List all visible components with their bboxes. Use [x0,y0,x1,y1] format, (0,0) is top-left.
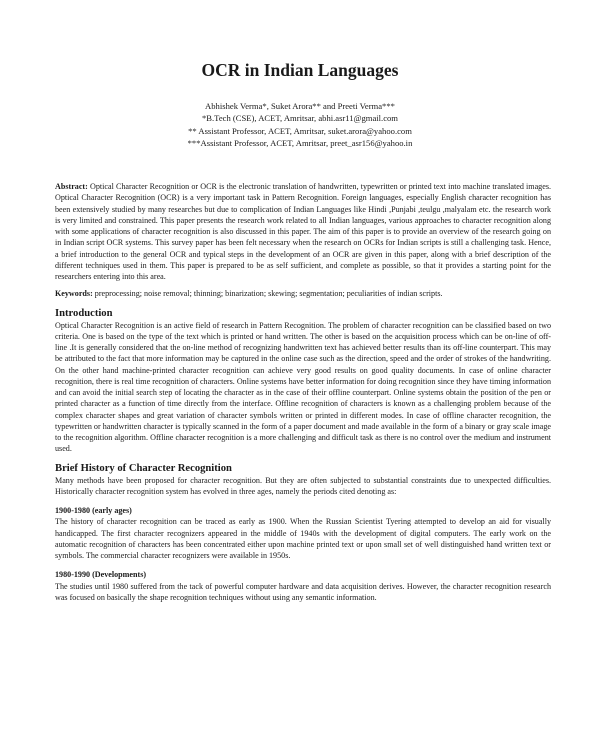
author-names: Abhishek Verma*, Suket Arora** and Preeti Verma*** [205,101,395,111]
period-1900-1980-text: The history of character recognition can be traced as early as 1900. When the Russian Scientist Tyering attempted to develop an aid for visually handicapped. The first character recognizers appeared in the middle of 1940s with the development of digital computers. The early work on the automatic recognition of characters has been concentrated either upon machine printed text or upon small set of well distinguished hand written text or symbols. The commercial character recognizers were available in 1950s. [55,517,551,560]
abstract-label: Abstract: [55,182,88,191]
period-1980-1990-text: The studies until 1980 suffered from the tack of powerful computer hardware and data acquisition derives. However, the character recognition research was focused on basically the shape recognition techniques without using any semantic information. [55,581,551,602]
abstract-text: Optical Character Recognition or OCR is the electronic translation of handwritten, typewritten or printed text into machine translated images. Optical Character Recognition (OCR) is a very important task in Pattern Recognition. Foreign languages, especially English character recognition has been extensively studied by many researches but due to complication of Indian Languages like Hindi ,Punjabi ,teulgu ,malyalam etc. the research work is very limited and constrained. This paper presents the research work related to all Indian languages, various approaches to character recognition along with some applications of character recognition is also discussed in this paper. The aim of this paper is to provide an overview of the research going on in Indian script OCR systems. This survey paper has been felt necessary when the research on OCRs for Indian scripts is still a challenging task. Hence, a brief introduction to the general OCR and typical steps in the development of an OCR are given in this paper, along with a brief description of the different techniques used in them. This paper is prepared to be as self sufficient, and complete as possible, so that it provides a starting point for the researchers entering into this area. [55,182,551,281]
introduction-text: Optical Character Recognition is an active field of research in Pattern Recognition. The problem of character recognition can be classified based on two criteria. One is based on the type of the text which is printed or hand written. The other is based on the acquisition process which can be on-line of off-line .It is generally considered that the on-line method of recognizing handwritten text has achieved better results than its off-line counterpart. This may be attributed to the fact that more information may be captured in the online case such as the direction, speed and the order of strokes of the handwriting. On the other hand machine-printed character recognition can achieve very good results on good quality documents. In case of online character recognition, there is real time recognition of characters. Online systems have better information for doing recognition since they have timing information and can avoid the initial search step of locating the character as in the case of their offline counterpart. Online systems obtain the position of the pen or printed character as a function of time directly from the interface. Offline recognition of characters is known as a challenging problem because of the complex character shapes and great variation of character symbols written or printed in different modes. In case of offline character recognition, the typewritten or handwritten character is typically scanned in the form of a paper document and made available in the form of a binary or gray scale image to the recognition algorithm. Offline character recognition is a more challenging and difficult task as there is no control over the medium and instrument used. [55,320,551,454]
subheading-1900-1980: 1900-1980 (early ages) [55,506,132,515]
author-affiliation-1: *B.Tech (CSE), ACET, Amritsar, abhi.asr11@gmail.com [202,113,398,124]
keywords-text: preprocessing; noise removal; thinning; binarization; skewing; segmentation; peculiarities of indian scripts. [94,289,443,299]
author-affiliation-2: ** Assistant Professor, ACET, Amritsar, suket.arora@yahoo.com [188,125,412,136]
section-heading-introduction: Introduction [55,307,113,319]
author-affiliation-3: ***Assistant Professor, ACET, Amritsar, preet_asr156@yahoo.in [187,138,413,149]
paper-title: OCR in Indian Languages [201,60,399,80]
keywords-label: Keywords: [55,289,93,299]
keywords-paragraph [55,288,551,299]
author-block [0,100,600,150]
history-intro-text: Many methods have been proposed for character recognition. But they are often subjected to substantial constraints due to unexpected difficulties. Historically character recognition system has evolved in three ages, namely the periods cited denoting as: [55,475,551,496]
subheading-1980-1990: 1980-1990 (Developments) [55,570,147,580]
abstract-paragraph [55,181,551,282]
section-heading-history: Brief History of Character Recognition [55,462,232,474]
paper-body [55,181,551,603]
